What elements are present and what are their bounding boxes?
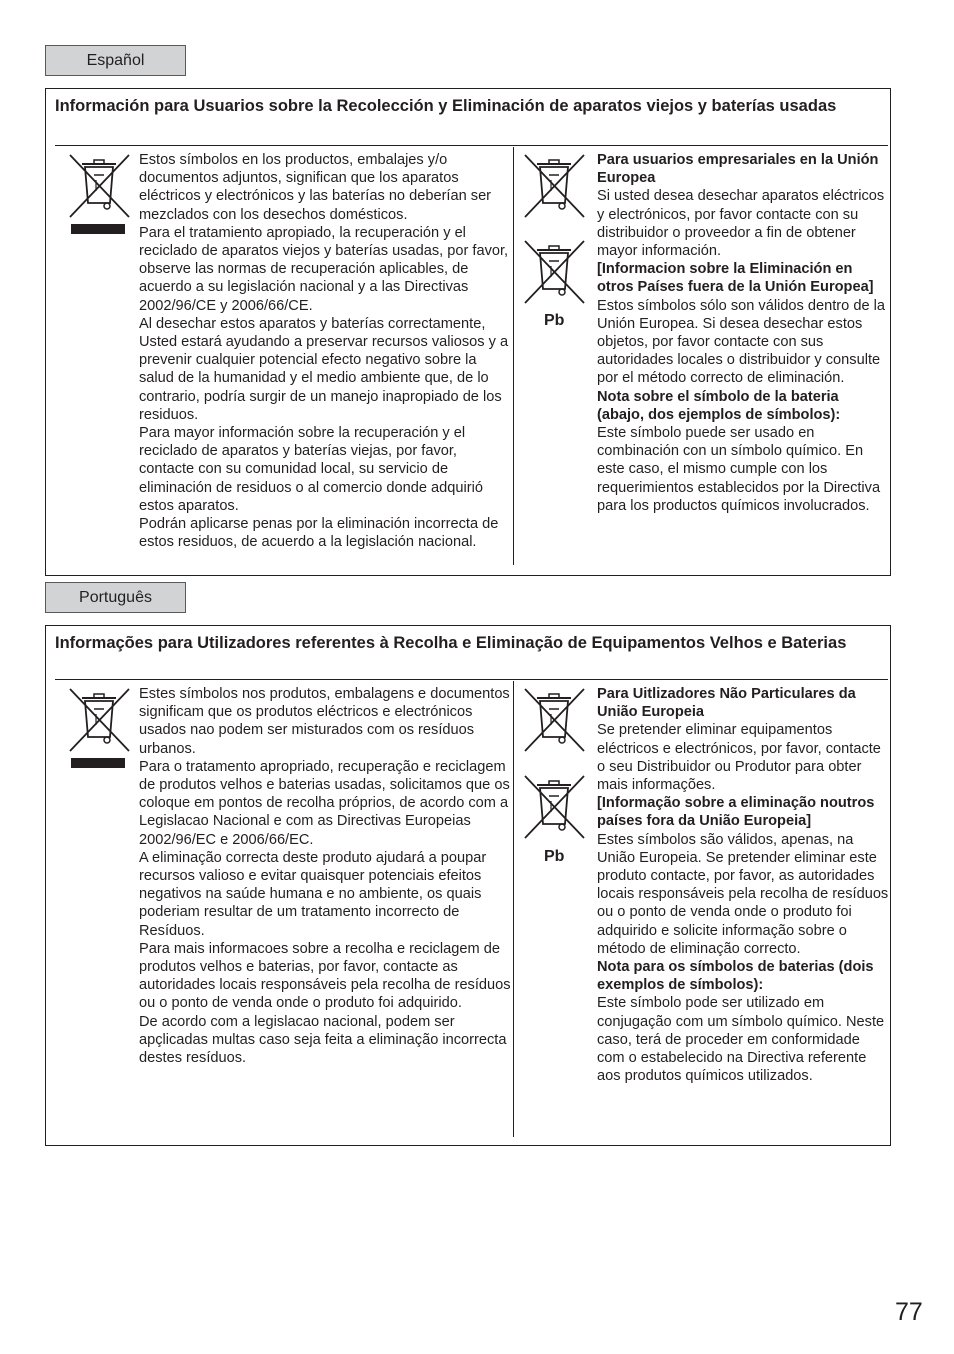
paragraph: Este símbolo puede ser usado en combinación con un símbolo químico. En este caso, el mismo cumple con los requerimientos establecidos por la Directiva para los productos químicos involucrados. xyxy=(597,425,881,514)
paragraph: Estos símbolos en los productos, embalajes y/o documentos adjuntos, significan que los aparatos eléctricos y electrónicos y las baterías no deberían ser mezclados con los desechos domésticos. xyxy=(139,152,492,223)
left-column-text xyxy=(139,151,515,551)
subheading: [Informação sobre a eliminação noutros países fora da União Europeia] xyxy=(597,795,875,830)
subheading: Para Uitlizadores Não Particulares da União Europeia xyxy=(597,686,856,721)
paragraph: A eliminação correcta deste produto ajudará a poupar recursos valioso e evitar quaisquer potenciais efeitos negativos na saúde humana e no ambiente, os quais poderiam resultar de um tratamento incorrecto de Resíduos. xyxy=(139,849,487,939)
paragraph: Se pretender eliminar equipamentos eléctricos e electrónicos, por favor, contacte o seu Distribuidor ou Produtor para obter mais informações. xyxy=(597,722,881,794)
right-column-text xyxy=(597,685,889,1085)
paragraph: Para el tratamiento apropiado, la recuperación y el reciclado de aparatos viejos y baterías usadas, por favor, observe las normas de recuperación aplicables, de acuerdo a su legislación nacional y a las Directivas 2002/96/CE y 2006/66/CE. xyxy=(139,224,509,314)
subheading: Nota sobre el símbolo de la bateria (abajo, dos ejemplos de símbolos): xyxy=(597,388,841,423)
paragraph: Estes símbolos nos produtos, embalagens e documentos significam que os produtos eléctricos e electrónicos usados nao podem ser misturados com os resíduos urbanos. xyxy=(139,686,510,757)
battery-bin-icon xyxy=(522,239,586,305)
battery-bin-icon xyxy=(522,774,586,840)
black-bar-icon xyxy=(71,758,125,768)
paragraph: Si usted desea desechar aparatos eléctricos y electrónicos, por favor contacte con su distribuidor o proveedor a fin de obtener mayor información. xyxy=(597,188,885,260)
section-title: Información para Usuarios sobre la Recolección y Eliminación de aparatos viejos y baterías usadas xyxy=(55,97,837,115)
language-tab-spanish: Español xyxy=(45,45,186,76)
spanish-section xyxy=(45,88,891,576)
right-column-text xyxy=(597,151,889,515)
pb-chemical-symbol: Pb xyxy=(544,848,565,865)
paragraph: Podrán aplicarse penas por la eliminación incorrecta de estos residuos, de acuerdo a la legislación nacional. xyxy=(139,516,499,551)
paragraph: Para mais informacoes sobre a recolha e reciclagem de produtos velhos e baterias, por favor, contacte as autoridades locais responsáveis pela recolha de resíduos ou o ponto de venda onde o produto foi adquirido. xyxy=(139,940,511,1012)
left-column-text xyxy=(139,685,515,1067)
paragraph: Estes símbolos são válidos, apenas, na União Europeia. Se pretender eliminar este produto contacte, por favor, as autoridades locais responsáveis pela recolha de resíduos ou o ponto de venda onde o produto foi adquirido e solicite informação sobre o método de eliminação correcto. xyxy=(597,831,889,957)
title-divider xyxy=(55,145,888,146)
crossed-bin-icon xyxy=(67,153,131,219)
crossed-bin-icon xyxy=(522,153,586,219)
title-divider xyxy=(55,679,888,680)
paragraph: De acordo com a legislacao nacional, podem ser apçlicadas multas caso seja feita a eliminação incorrecta destes resíduos. xyxy=(139,1013,507,1067)
paragraph: Este símbolo pode ser utilizado em conjugação com um símbolo químico. Neste caso, terá de proceder em conformidade com o estabelecido na Directiva referente aos produtos químicos utilizados. xyxy=(597,995,885,1085)
portuguese-section xyxy=(45,625,891,1146)
paragraph: Estos símbolos sólo son válidos dentro de la Unión Europea. Si desea desechar estos objetos, por favor contacte con sus autoridades locales o distribuidor y consulte por el método correcto de eliminación. xyxy=(597,297,885,387)
section-title: Informações para Utilizadores referentes à Recolha e Eliminação de Equipamentos Velhos e Baterias xyxy=(55,634,847,652)
language-tab-portuguese: Português xyxy=(45,582,186,613)
black-bar-icon xyxy=(71,224,125,234)
crossed-bin-icon xyxy=(522,687,586,753)
paragraph: Para o tratamento apropriado, recuperação e reciclagem de produtos velhos e baterias usadas, solicitamos que os coloque em pontos de recolha próprios, de acordo com a Legislacao Nacional e com as Directivas Europeias 2002/96/EC e 2006/66/EC. xyxy=(139,758,510,848)
paragraph: Para mayor información sobre la recuperación y el reciclado de aparatos y baterías viejas, por favor, contacte con su comunidad local, su servicio de eliminación de residuos o al comercio donde adquirió estos aparatos. xyxy=(139,425,483,514)
pb-chemical-symbol: Pb xyxy=(544,312,565,329)
subheading: Para usuarios empresariales en la Unión Europea xyxy=(597,152,879,187)
page-number: 77 xyxy=(895,1298,923,1326)
subheading: [Informacion sobre la Eliminación en otros Países fuera de la Unión Europea] xyxy=(597,261,874,296)
subheading: Nota para os símbolos de baterias (dois exemplos de símbolos): xyxy=(597,959,874,994)
paragraph: Al desechar estos aparatos y baterías correctamente, Usted estará ayudando a preservar recursos valiosos y a prevenir cualquier potencial efecto negativo sobre la salud de la humanidad y el medio ambiente que, de lo contrario, podría surgir de un manejo inapropiado de los residuos. xyxy=(139,315,509,423)
crossed-bin-icon xyxy=(67,687,131,753)
